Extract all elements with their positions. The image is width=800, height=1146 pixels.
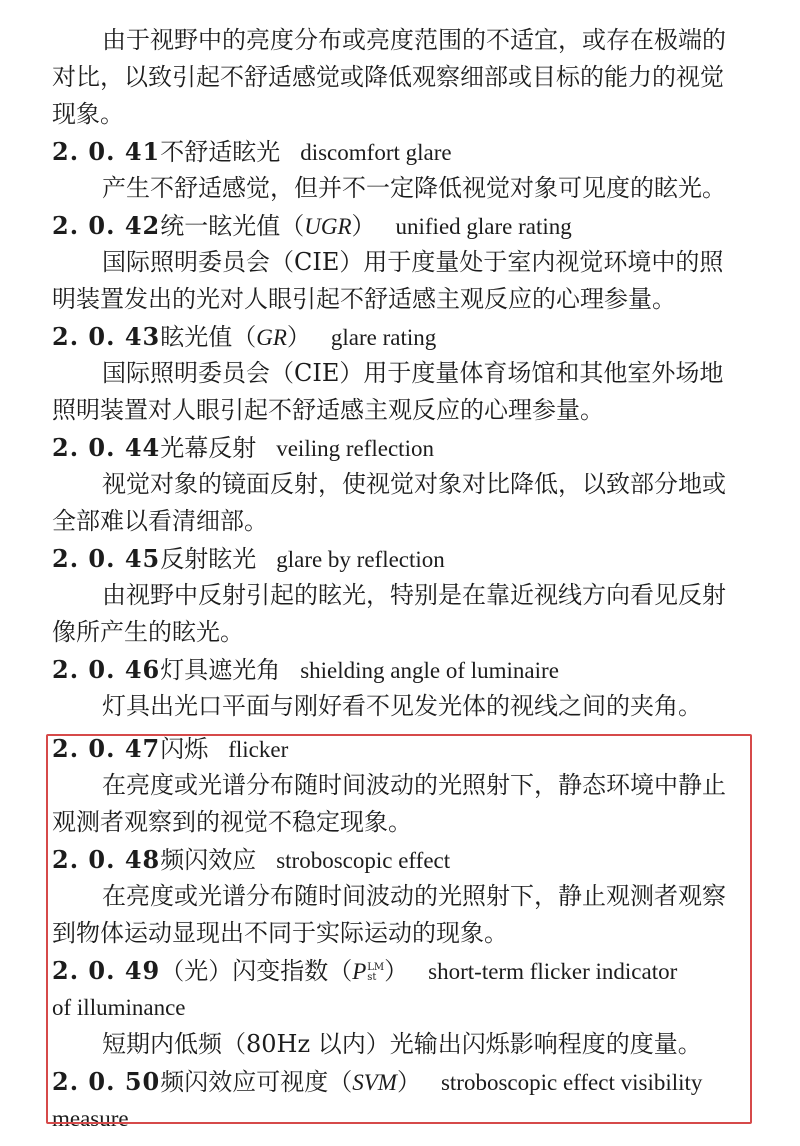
term-2-0-48-heading: [52, 841, 752, 879]
term-chinese: （光）闪变指数（: [160, 957, 353, 985]
term-english: short-term flicker indicator: [428, 959, 678, 984]
term-chinese: 闪烁: [160, 735, 209, 763]
term-definition: 到物体运动显现出不同于实际运动的现象。: [52, 919, 508, 947]
term-definition: 由视野中反射引起的眩光，特别是在靠近视线方向看见反射: [102, 581, 726, 609]
term-chinese-close: ）: [286, 323, 311, 351]
term-chinese: 不舒适眩光: [160, 138, 281, 166]
term-chinese-close: ）: [396, 1068, 421, 1096]
term-abbreviation: UGR: [304, 214, 352, 239]
term-2-0-42-heading: [52, 207, 752, 245]
term-number: 2. 0. 42: [52, 211, 161, 240]
term-2-0-49-heading: [52, 952, 752, 990]
term-abbreviation: SVM: [352, 1070, 397, 1095]
term-number: 2. 0. 41: [52, 137, 161, 166]
term-english: shielding angle of luminaire: [300, 658, 559, 683]
term-english-continued: measure: [52, 1106, 129, 1131]
term-definition: 在亮度或光谱分布随时间波动的光照射下，静止观测者观察: [102, 882, 726, 910]
paragraph-line: 由于视野中的亮度分布或亮度范围的不适宜，或存在极端的: [102, 26, 726, 54]
term-2-0-44-heading: [52, 429, 752, 467]
term-chinese: 频闪效应: [160, 846, 257, 874]
term-2-0-43-heading: [52, 318, 752, 356]
term-chinese: 光幕反射: [160, 434, 257, 462]
term-chinese: 统一眩光值（: [160, 212, 305, 240]
term-english: stroboscopic effect: [276, 848, 451, 873]
term-english: glare by reflection: [276, 547, 445, 572]
term-chinese: 灯具遮光角: [160, 656, 281, 684]
term-english: glare rating: [330, 325, 437, 350]
term-definition: 照明装置对人眼引起不舒适感主观反应的心理参量。: [52, 396, 604, 424]
term-chinese-close: ）: [351, 212, 376, 240]
term-english-continued: of illuminance: [52, 995, 186, 1020]
term-definition: 像所产生的眩光。: [52, 618, 244, 646]
term-definition: 国际照明委员会（CIE）用于度量处于室内视觉环境中的照: [102, 248, 724, 276]
symbol-base: P: [352, 959, 367, 984]
term-number: 2. 0. 50: [52, 1067, 161, 1096]
term-definition: 明装置发出的光对人眼引起不舒适感主观反应的心理参量。: [52, 285, 676, 313]
term-english: flicker: [228, 737, 289, 762]
term-chinese: 眩光值（: [160, 323, 257, 351]
term-abbreviation: GR: [256, 325, 287, 350]
term-2-0-47-heading: [52, 730, 752, 768]
term-symbol: [352, 953, 384, 990]
term-number: 2. 0. 45: [52, 544, 161, 573]
paragraph-line: 对比，以致引起不舒适感觉或降低观察细部或目标的能力的视觉: [52, 63, 724, 91]
term-english: discomfort glare: [300, 140, 452, 165]
term-chinese: 反射眩光: [160, 545, 257, 573]
term-number: 2. 0. 43: [52, 322, 161, 351]
term-number: 2. 0. 47: [52, 734, 161, 763]
term-number: 2. 0. 49: [52, 956, 161, 985]
term-2-0-50-heading: [52, 1063, 752, 1101]
term-number: 2. 0. 46: [52, 655, 161, 684]
term-definition: 全部难以看清细部。: [52, 507, 268, 535]
term-2-0-46-heading: [52, 651, 752, 689]
symbol-subscript: st: [367, 971, 377, 983]
symbol-superscript: LM: [367, 961, 385, 973]
term-definition: 产生不舒适感觉，但并不一定降低视觉对象可见度的眩光。: [102, 174, 726, 202]
paragraph-line: 现象。: [52, 100, 124, 128]
term-number: 2. 0. 44: [52, 433, 161, 462]
term-english: stroboscopic effect visibility: [440, 1070, 703, 1095]
term-english: unified glare rating: [395, 214, 572, 239]
term-definition: 观测者观察到的视觉不稳定现象。: [52, 808, 412, 836]
term-definition: 视觉对象的镜面反射，使视觉对象对比降低，以致部分地或: [102, 470, 726, 498]
term-english: veiling reflection: [276, 436, 434, 461]
term-definition: 国际照明委员会（CIE）用于度量体育场馆和其他室外场地: [102, 359, 724, 387]
term-chinese-close: ）: [384, 957, 409, 985]
term-definition: 在亮度或光谱分布随时间波动的光照射下，静态环境中静止: [102, 771, 726, 799]
term-definition: 短期内低频（80Hz 以内）光输出闪烁影响程度的度量。: [102, 1030, 702, 1058]
term-number: 2. 0. 48: [52, 845, 161, 874]
term-chinese: 频闪效应可视度（: [160, 1068, 353, 1096]
term-definition: 灯具出光口平面与刚好看不见发光体的视线之间的夹角。: [102, 692, 702, 720]
term-2-0-45-heading: [52, 540, 752, 578]
term-2-0-41-heading: [52, 133, 752, 171]
